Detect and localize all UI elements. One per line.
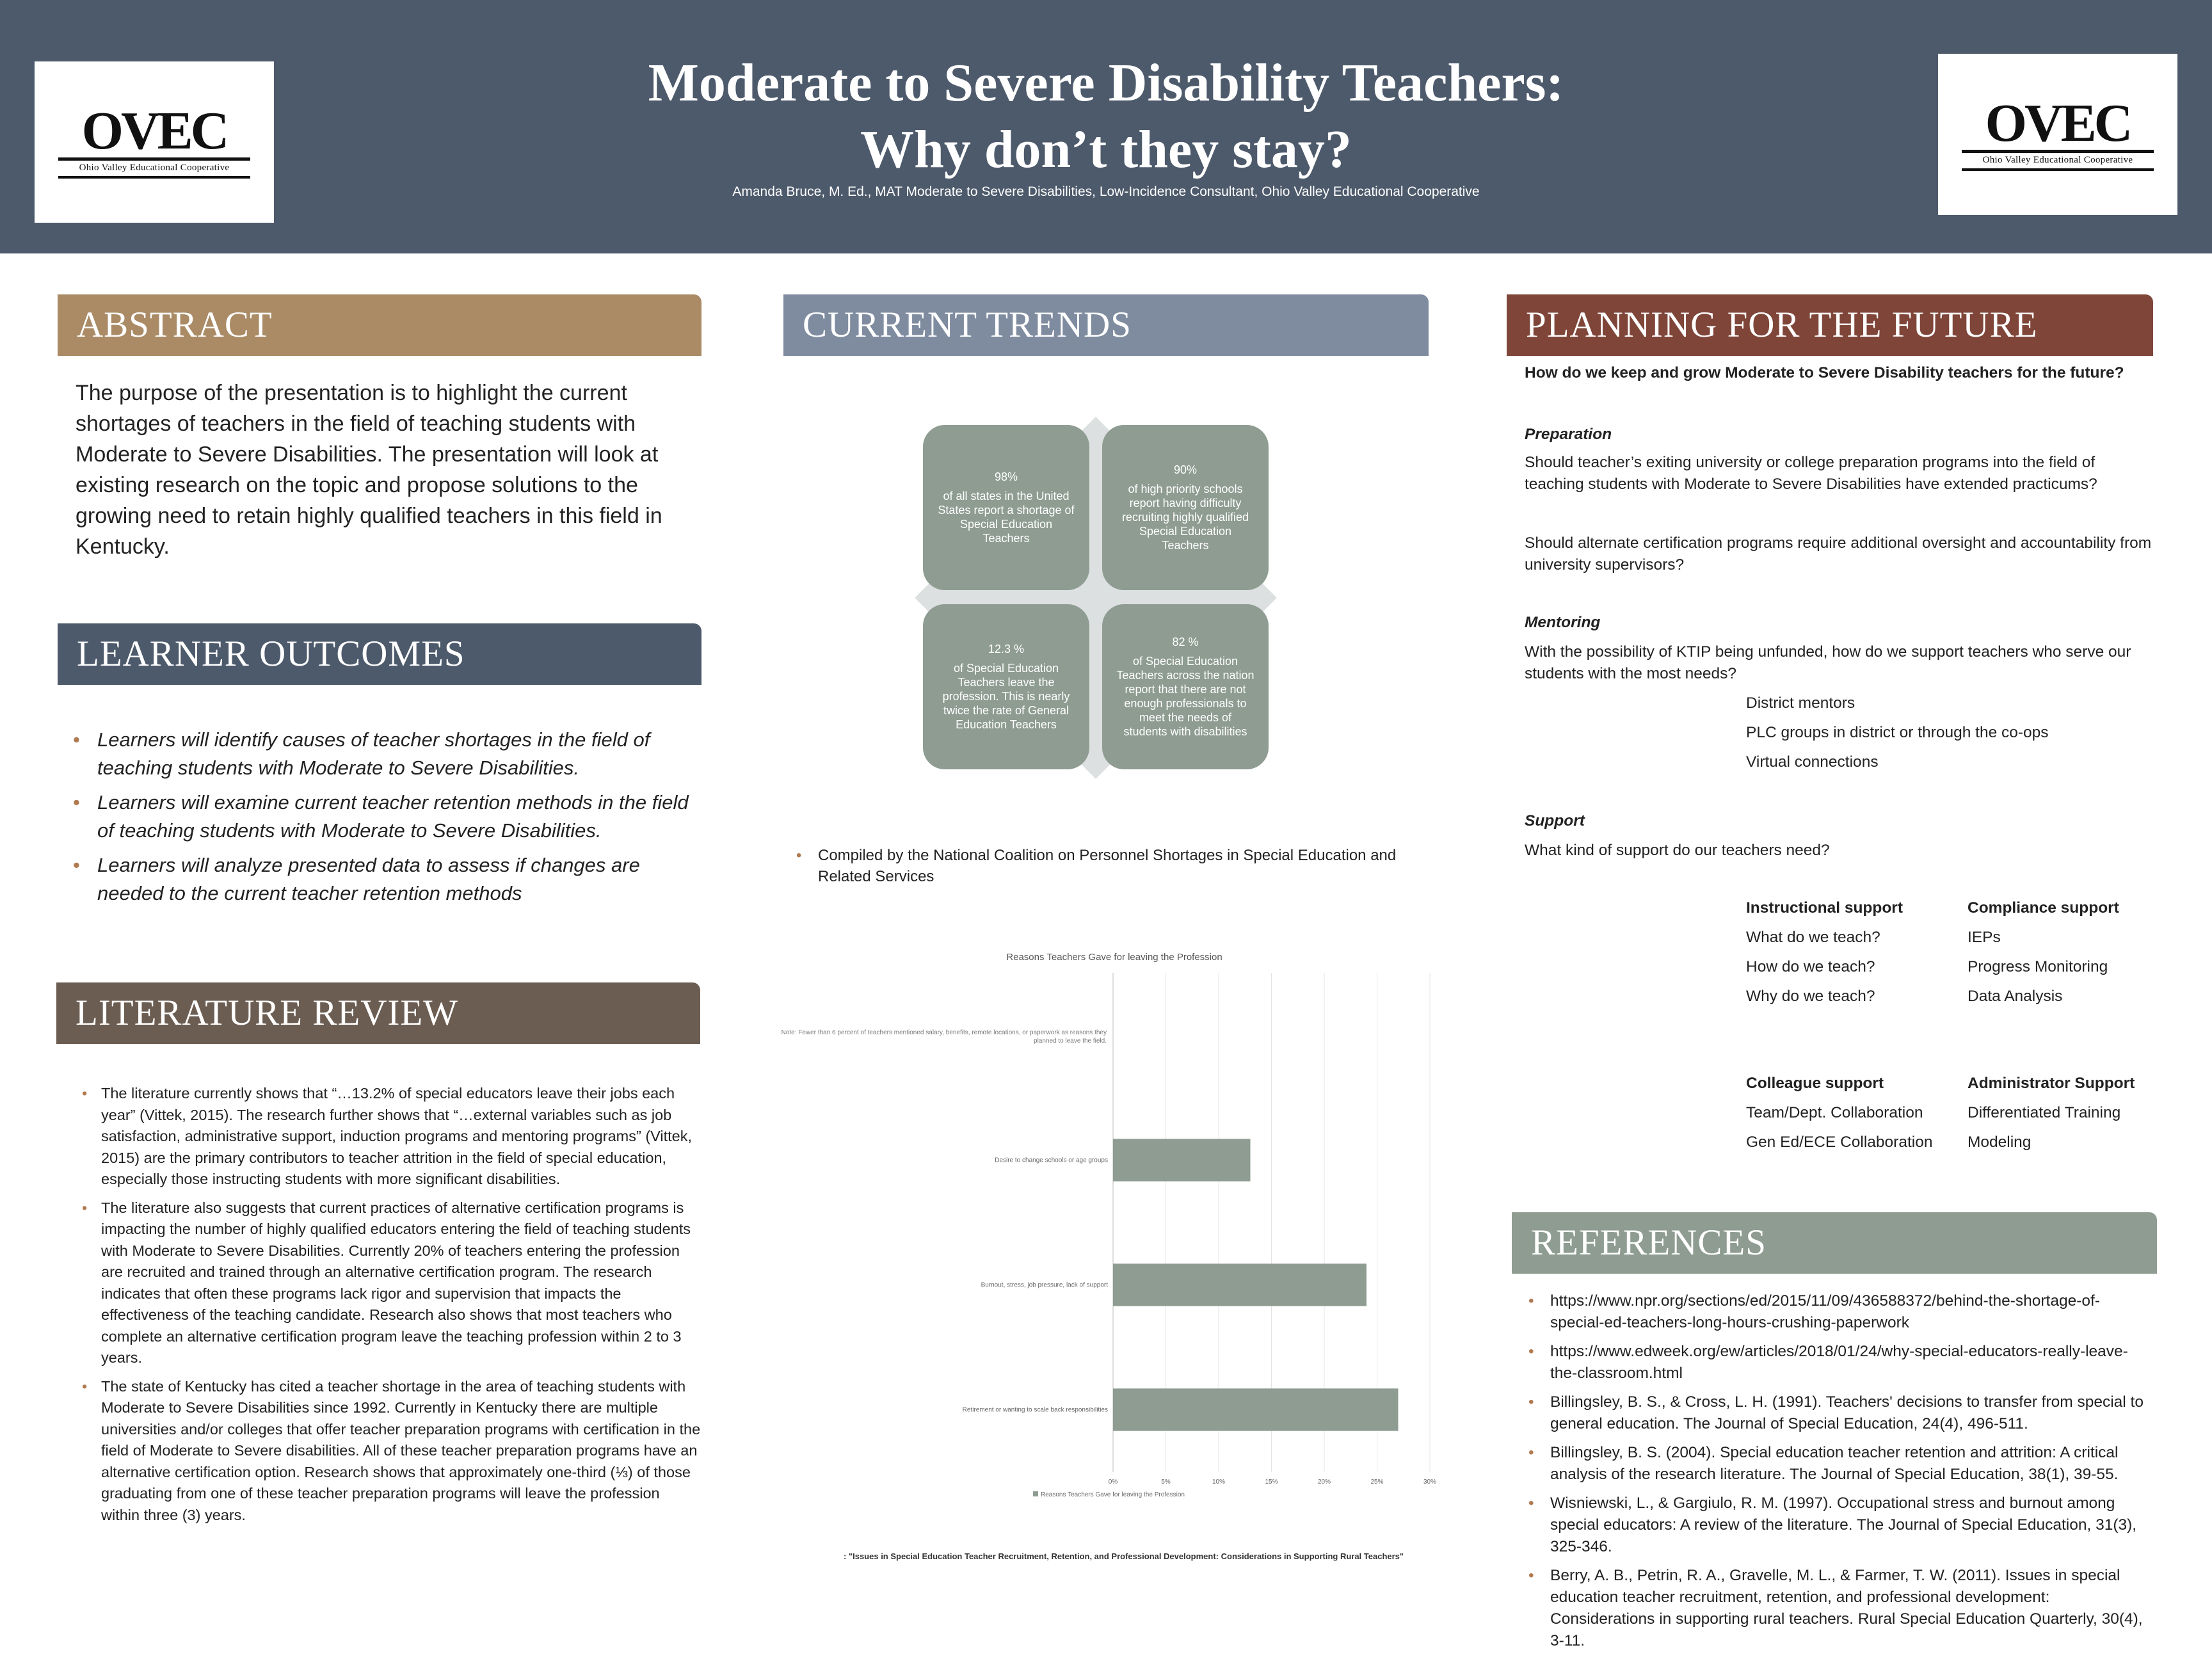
learner-outcomes-heading: LEARNER OUTCOMES: [58, 623, 701, 685]
chart-x-tick-labels: [1109, 1479, 1436, 1486]
poster-title: [384, 50, 1828, 183]
x-tick-label: 25%: [1370, 1479, 1384, 1486]
instructional-support-item: Why do we teach?: [1746, 988, 1875, 1005]
mentoring-item: District mentors: [1746, 694, 1855, 712]
ovec-logo-right: [1938, 54, 2177, 215]
stat-percent: 90%: [1173, 463, 1198, 476]
literature-review-list: [82, 1083, 701, 1533]
list-item: • The literature currently shows that “…13.2% of special educators leave their jobs each year” (Vittek, 2015). The research further shows that “…external variables such as job satisfaction, administrative support, induction programs and mentoring programs” (Vittek, 2015) are the primary contributors to teacher attrition in the field of special education, especially those instructing students with more significant disabilities.: [82, 1083, 701, 1190]
preparation-question-1: Should teacher’s exiting university or college preparation programs into the field of teaching students with Moderate to Severe Disabilities have extended practicums?: [1525, 454, 2097, 493]
support-heading: Support: [1525, 812, 1585, 830]
preparation-heading: Preparation: [1525, 426, 1612, 443]
ovec-logo-left: [35, 61, 274, 223]
chart-svg: [781, 947, 1437, 1511]
legend-swatch: [1033, 1491, 1038, 1496]
reasons-bar-chart: [781, 947, 1437, 1511]
administrator-support-title: Administrator Support: [1968, 1075, 2135, 1092]
colleague-support-item: Gen Ed/ECE Collaboration: [1746, 1134, 1933, 1151]
stat-percent: 12.3 %: [988, 643, 1025, 655]
colleague-support-item: Team/Dept. Collaboration: [1746, 1104, 1923, 1121]
list-item: • The state of Kentucky has cited a teacher shortage in the area of teaching students with Moderate to Severe Disabilities since 1992. Currently in Kentucky there are multiple universities and/or colleges that offer teacher preparation programs with certification in the field of Moderate to Severe disabilities. All of these teacher preparation programs have an alternative certification option. Research shows that approximately one-third (⅓) of those graduating from one of these teacher preparation programs will leave the profession within three (3) years.: [82, 1376, 701, 1527]
author-line: Amanda Bruce, M. Ed., MAT Moderate to Severe Disabilities, Low-Incidence Consultant, Ohio Valley Educational Cooperative: [732, 184, 1480, 199]
trends-source-note: [796, 845, 1436, 887]
instructional-support-title: Instructional support: [1746, 899, 1903, 917]
x-tick-label: 5%: [1161, 1479, 1171, 1486]
list-item: • Learners will analyze presented data to assess if changes are needed to the current teacher retention methods: [72, 851, 699, 908]
chart-bars: [1113, 1139, 1399, 1431]
chart-note-continued: planned to leave the field.: [1034, 1038, 1107, 1045]
mentoring-question: With the possibility of KTIP being unfunded, how do we support teachers who serve our students with the most needs?: [1525, 643, 2131, 682]
stat-card: [1102, 425, 1269, 590]
list-item: • Compiled by the National Coalition on Personnel Shortages in Special Education and Related Services: [796, 845, 1436, 887]
support-question: What kind of support do our teachers need?: [1525, 842, 1830, 859]
logo-subtitle: Ohio Valley Educational Cooperative: [1962, 153, 2154, 171]
bar: [1113, 1263, 1366, 1306]
planning-heading: PLANNING FOR THE FUTURE: [1507, 294, 2153, 356]
logo-subtitle: Ohio Valley Educational Cooperative: [58, 161, 250, 179]
stat-text: of Special Education Teachers across the nation report that there are not enough professionals to meet the needs of students with disabilities: [1116, 655, 1254, 738]
stat-card: [1102, 604, 1269, 769]
instructional-support-item: What do we teach?: [1746, 929, 1880, 946]
reference-item: • Billingsley, B. S. (2004). Special education teacher retention and attrition: A critical analysis of the research literature. The Journal of Special Education, 38(1), 39-55.: [1526, 1442, 2153, 1486]
preparation-question-2: Should alternate certification programs require additional oversight and accountability from university supervisors?: [1525, 534, 2152, 573]
category-label: Desire to change schools or age groups: [995, 1157, 1108, 1164]
chart-note: Note: Fewer than 6 percent of teachers mentioned salary, benefits, remote locations, or paperwork as reasons they: [781, 1029, 1107, 1036]
stat-percent: 98%: [994, 470, 1018, 483]
administrator-support-item: Differentiated Training: [1968, 1104, 2121, 1121]
bar: [1113, 1139, 1251, 1181]
reference-item: • https://www.edweek.org/ew/articles/2018/01/24/why-special-educators-really-leave-the-classroom.html: [1526, 1341, 2153, 1384]
list-item: • The literature also suggests that current practices of alternative certification programs is impacting the number of highly qualified educators entering the field of teaching students with Moderate to Severe Disabilities. Currently 20% of teachers entering the profession are recruited and trained through an alternative certification program. The research indicates that often these programs lack rigor and supervision that impacts the effectiveness of the teaching candidate. Research also shows that most teachers who complete an alternative certification program leave the teaching profession within 2 to 3 years.: [82, 1198, 701, 1369]
chart-title: Reasons Teachers Gave for leaving the Profession: [1006, 952, 1222, 963]
compliance-support-item: Progress Monitoring: [1968, 958, 2108, 975]
literature-review-heading: LITERATURE REVIEW: [56, 982, 700, 1044]
reference-item: • https://www.npr.org/sections/ed/2015/11/09/436588372/behind-the-shortage-of-special-ed-teachers-long-hours-crushing-paperwork: [1526, 1290, 2153, 1334]
x-tick-label: 15%: [1265, 1479, 1278, 1486]
legend-label: Reasons Teachers Gave for leaving the Profession: [1041, 1491, 1185, 1498]
reference-item: • Berry, A. B., Petrin, R. A., Gravelle, M. L., & Farmer, T. W. (2011). Issues in special education teacher recruitment, retention, and professional development: Considerations in supporting rural teachers. Rural Special Education Quarterly, 30(4), 3-11.: [1526, 1565, 2153, 1652]
current-trends-heading: CURRENT TRENDS: [783, 294, 1429, 356]
reference-item: • Billingsley, B. S., & Cross, L. H. (1991). Teachers' decisions to transfer from special to general education. The Journal of Special Education, 24(4), 496-511.: [1526, 1391, 2153, 1435]
category-label: Retirement or wanting to scale back responsibilities: [962, 1406, 1108, 1414]
mentoring-item: Virtual connections: [1746, 753, 1879, 771]
compliance-support-title: Compliance support: [1968, 899, 2119, 917]
abstract-text: The purpose of the presentation is to highlight the current shortages of teachers in the field of teaching students with Moderate to Severe Disabilities. The presentation will look at existing research on the topic and propose solutions to the growing need to retain highly qualified teachers in this field in Kentucky.: [76, 381, 662, 559]
compliance-support-item: Data Analysis: [1968, 988, 2063, 1005]
trends-diagram: [881, 383, 1311, 813]
stat-text: of all states in the United States report a shortage of Special Education Teachers: [938, 490, 1075, 545]
learner-outcomes-list: [72, 726, 699, 914]
chart-source-citation: : "Issues in Special Education Teacher Recruitment, Retention, and Professional Development: Considerations in Supporting Rural Teachers": [844, 1551, 1404, 1561]
references-list: [1526, 1290, 2153, 1659]
stat-text: of high priority schools report having difficulty recruiting highly qualified Special Education Teachers: [1121, 483, 1249, 552]
poster-header: [0, 0, 2212, 253]
x-tick-label: 10%: [1212, 1479, 1226, 1486]
x-tick-label: 30%: [1423, 1479, 1437, 1486]
stat-card: [923, 604, 1089, 769]
planning-question: How do we keep and grow Moderate to Severe Disability teachers for the future?: [1525, 364, 2124, 381]
instructional-support-item: How do we teach?: [1746, 958, 1875, 975]
bar: [1113, 1388, 1399, 1431]
compliance-support-item: IEPs: [1968, 929, 2001, 946]
abstract-heading: ABSTRACT: [58, 294, 701, 356]
colleague-support-title: Colleague support: [1746, 1075, 1884, 1092]
mentoring-item: PLC groups in district or through the co-ops: [1746, 724, 2049, 741]
reference-item: • Wisniewski, L., & Gargiulo, R. M. (1997). Occupational stress and burnout among special educators: A review of the literature. The Journal of Special Education, 31(3), 325-346.: [1526, 1493, 2153, 1558]
list-item: • Learners will identify causes of teacher shortages in the field of teaching students with Moderate to Severe Disabilities.: [72, 726, 699, 782]
stat-text: of Special Education Teachers leave the profession. This is nearly twice the rate of General Education Teachers: [942, 662, 1070, 731]
mentoring-heading: Mentoring: [1525, 614, 1601, 631]
title-line-1: Moderate to Severe Disability Teachers:: [648, 53, 1564, 113]
stat-card: [923, 425, 1089, 590]
x-tick-label: 0%: [1108, 1479, 1118, 1486]
references-heading: REFERENCES: [1512, 1212, 2157, 1274]
administrator-support-item: Modeling: [1968, 1134, 2032, 1151]
logo-mark: OVEC: [58, 106, 250, 161]
x-tick-label: 20%: [1317, 1479, 1331, 1486]
chart-category-labels: [963, 1157, 1109, 1414]
title-line-2: Why don’t they stay?: [860, 120, 1352, 179]
category-label: Burnout, stress, job pressure, lack of support: [981, 1281, 1108, 1289]
logo-mark: OVEC: [1962, 99, 2154, 153]
stat-percent: 82 %: [1172, 636, 1199, 648]
list-item: • Learners will examine current teacher retention methods in the field of teaching students with Moderate to Severe Disabilities.: [72, 789, 699, 845]
